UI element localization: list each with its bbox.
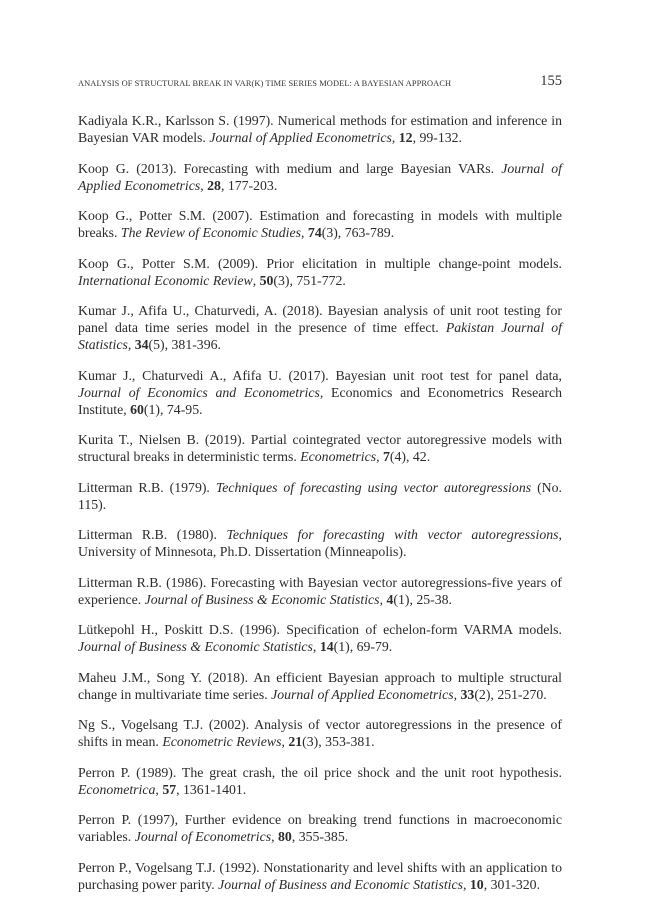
reference-text: Koop G., Potter S.M. (2007). Estimation and forecasting in models with multiple breaks. — [78, 208, 562, 240]
reference-text: Kumar J., Afifa U., Chaturvedi, A. (2018). Bayesian analysis of unit root testing for panel data time series model in the presence of time effect. — [78, 303, 562, 335]
reference-entry — [78, 112, 562, 146]
reference-text: (1), 74-95. — [143, 401, 203, 417]
reference-volume: 4 — [386, 591, 394, 607]
reference-text: Koop G., Potter S.M. (2009). Prior elicitation in multiple change-point models. — [78, 255, 562, 271]
reference-text: , 355-385. — [291, 829, 349, 844]
reference-entry — [78, 255, 562, 289]
reference-text: Litterman R.B. (1986). Forecasting with Bayesian vector autoregressions-five years of experience. — [78, 574, 562, 607]
reference-venue: Journal of Econometrics — [134, 829, 272, 844]
reference-text: (1), 25-38. — [393, 591, 452, 607]
reference-entry — [78, 526, 562, 560]
reference-text: Kurita T., Nielsen B. (2019). Partial cointegrated vector autoregressive models with structural breaks in deterministic terms. — [78, 432, 562, 464]
reference-venue: The Review of Economic Studies — [120, 225, 302, 240]
reference-text: Kadiyala K.R., Karlsson S. (1997). Numerical methods for estimation and inference in Bayesian VAR models. — [78, 113, 562, 145]
reference-text: , 99-132. — [412, 130, 462, 145]
reference-text: , — [252, 272, 260, 288]
reference-volume: 34 — [134, 337, 149, 352]
reference-entry — [78, 479, 562, 513]
reference-venue: Pakistan Journal of Statistics — [78, 320, 562, 352]
reference-entry — [78, 160, 562, 194]
reference-entry — [78, 859, 562, 893]
reference-text: Kumar J., Chaturvedi A., Afifa U. (2017). Bayesian unit root test for panel data, — [78, 367, 562, 383]
reference-venue: Journal of Business and Economic Statistics — [218, 876, 463, 892]
reference-text: , 177-203. — [220, 177, 278, 193]
reference-entry — [78, 811, 562, 845]
reference-text: Perron P., Vogelsang T.J. (1992). Nonstationarity and level shifts with an application to purchasing power parity. — [78, 859, 562, 892]
reference-volume: 74 — [307, 225, 322, 240]
reference-entry — [78, 574, 562, 608]
reference-volume: 57 — [162, 781, 177, 797]
reference-entry — [78, 431, 562, 465]
reference-entry — [78, 764, 562, 798]
reference-entry — [78, 302, 562, 353]
reference-entry — [78, 716, 562, 750]
reference-list — [78, 112, 562, 906]
reference-venue: Econometrica — [78, 781, 156, 797]
reference-text: , — [453, 686, 461, 702]
reference-text: (2), 251-270. — [474, 686, 547, 702]
reference-volume: 50 — [259, 272, 274, 288]
reference-text: , — [127, 337, 135, 352]
reference-text: , — [281, 734, 289, 749]
reference-text: , — [462, 876, 470, 892]
reference-text: Ng S., Vogelsang T.J. (2002). Analysis of vector autoregressions in the presence of shifts in mean. — [78, 717, 562, 749]
reference-venue: Journal of Applied Econometrics — [271, 686, 454, 702]
reference-text: , — [312, 639, 320, 654]
reference-entry — [78, 207, 562, 241]
reference-venue: International Economic Review — [78, 272, 253, 288]
reference-text: , — [271, 829, 279, 844]
reference-venue: Journal of Applied Econometrics — [78, 160, 562, 193]
reference-text: , — [379, 591, 387, 607]
reference-venue: Journal of Applied Econometrics — [209, 130, 392, 145]
reference-venue: Econometrics — [300, 449, 377, 464]
reference-text: , — [155, 781, 163, 797]
reference-venue: Econometric Reviews — [162, 734, 282, 749]
reference-text: (5), 381-396. — [148, 337, 221, 352]
reference-text: , Economics and Econometrics Research Institute, — [78, 384, 562, 417]
reference-volume: 80 — [278, 829, 292, 844]
page-number: 155 — [540, 73, 562, 89]
reference-text: (3), 751-772. — [273, 272, 346, 288]
reference-venue: Journal of Economics and Econometrics — [78, 384, 320, 400]
reference-venue: Journal of Business & Economic Statistics — [144, 591, 380, 607]
reference-text: Lütkepohl H., Poskitt D.S. (1996). Specification of echelon-form VARMA models. — [78, 622, 562, 637]
reference-text: , — [301, 225, 308, 240]
reference-text: (1), 69-79. — [333, 639, 393, 654]
reference-text: Litterman R.B. (1980). — [78, 527, 227, 542]
reference-volume: 7 — [383, 449, 390, 464]
reference-text: Perron P. (1989). The great crash, the oil price shock and the unit root hypothesis. — [78, 764, 562, 780]
reference-volume: 33 — [460, 686, 475, 702]
reference-text: , — [376, 449, 384, 464]
reference-volume: 28 — [207, 177, 221, 193]
reference-text: Koop G. (2013). Forecasting with medium and large Bayesian VARs. — [78, 160, 502, 176]
reference-text: , University of Minnesota, Ph.D. Dissertation (Minneapolis). — [78, 527, 562, 559]
reference-text: , — [200, 177, 208, 193]
reference-text: Litterman R.B. (1979). — [78, 479, 216, 495]
reference-text: Perron P. (1997), Further evidence on breaking trend functions in macroeconomic variables. — [78, 812, 562, 844]
reference-volume: 60 — [130, 401, 144, 417]
reference-volume: 12 — [398, 130, 413, 145]
reference-entry — [78, 669, 562, 703]
reference-volume: 21 — [288, 734, 303, 749]
reference-venue: Techniques for forecasting with vector autoregressions — [226, 527, 559, 542]
reference-entry — [78, 367, 562, 418]
reference-text: , — [391, 130, 399, 145]
reference-text: (4), 42. — [389, 449, 431, 464]
reference-text: (3), 353-381. — [302, 734, 375, 749]
reference-venue: Techniques of forecasting using vector autoregressions — [215, 479, 532, 495]
reference-volume: 10 — [469, 876, 484, 892]
reference-text: , 1361-1401. — [176, 781, 247, 797]
reference-text: (No. 115). — [78, 479, 562, 512]
reference-text: (3), 763-789. — [321, 225, 395, 240]
running-header — [78, 74, 562, 94]
reference-venue: Journal of Business & Economic Statistics — [78, 639, 313, 654]
reference-entry — [78, 621, 562, 655]
reference-text: Maheu J.M., Song Y. (2018). An efficient Bayesian approach to multiple structural change in multivariate time series. — [78, 669, 562, 702]
reference-volume: 14 — [319, 639, 334, 654]
reference-text: , 301-320. — [483, 876, 541, 892]
running-header-title: ANALYSIS OF STRUCTURAL BREAK IN VAR(K) TIME SERIES MODEL: A BAYESIAN APPROACH — [78, 79, 452, 88]
